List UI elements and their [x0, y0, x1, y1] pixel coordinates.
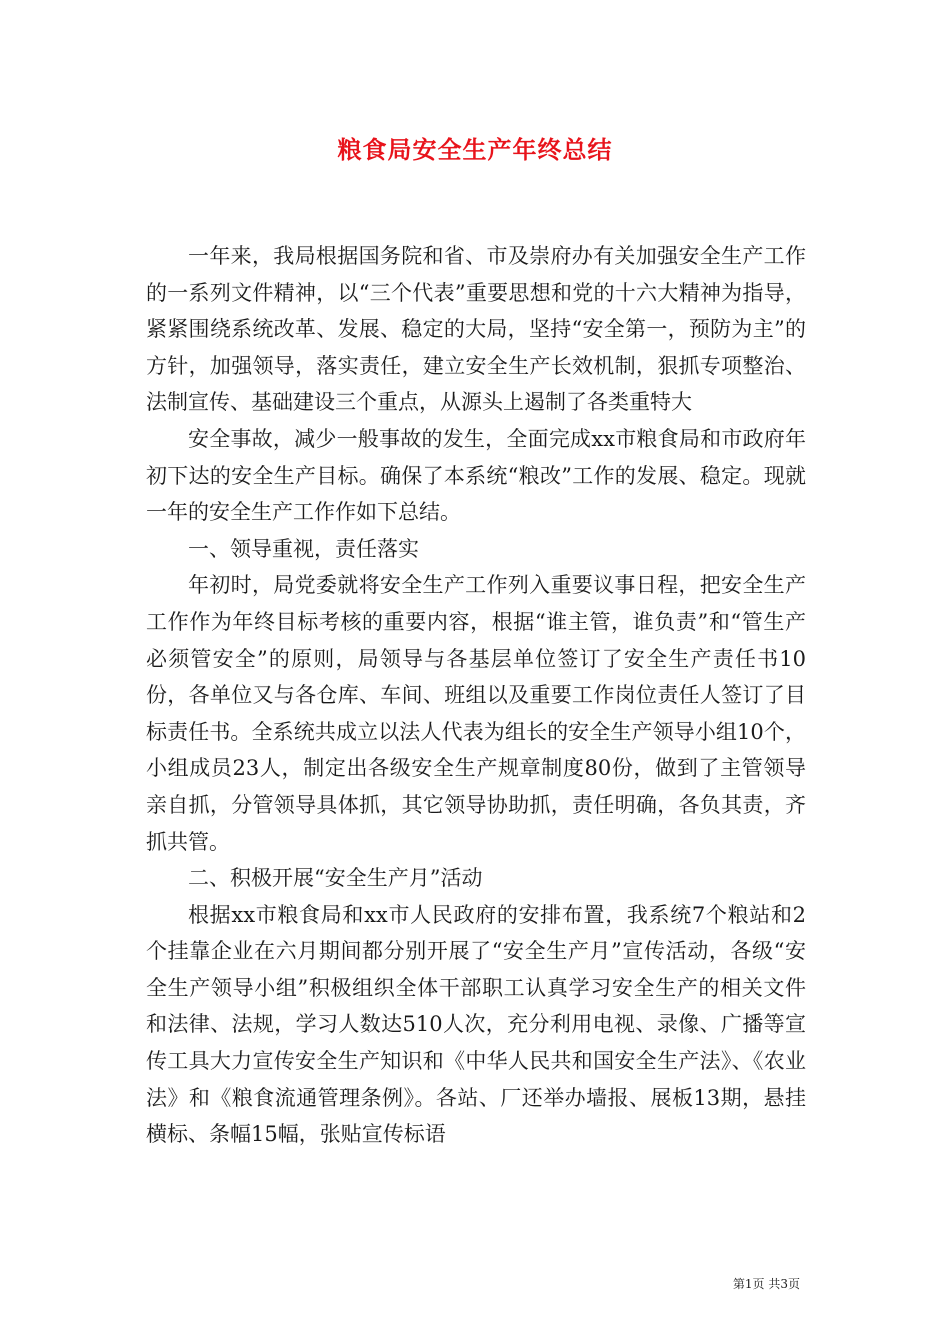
paragraph-intro: 一年来，我局根据国务院和省、市及崇府办有关加强安全生产工作的一系列文件精神，以“三个代表”重要思想和党的十六大精神为指导，紧紧围绕系统改革、发展、稳定的大局，坚持“安全第一，预防为主”的方针，加强领导，落实责任，建立安全生产长效机制，狠抓专项整治、法制宣传、基础建设三个重点，从源头上遏制了各类重特大 — [146, 244, 806, 415]
document-title: 粮食局安全生产年终总结 — [337, 135, 613, 164]
section-heading-2: 二、积极开展“安全生产月”活动 — [188, 866, 483, 891]
document-body — [146, 238, 806, 1153]
paragraph-summary: 安全事故，减少一般事故的发生，全面完成xx市粮食局和市政府年初下达的安全生产目标。确保了本系统“粮改”工作的发展、稳定。现就一年的安全生产工作作如下总结。 — [146, 426, 806, 525]
page-number: 第1页 共3页 — [732, 1277, 800, 1291]
paragraph-section-1: 年初时，局党委就将安全生产工作列入重要议事日程，把安全生产工作作为年终目标考核的重要内容，根据“谁主管，谁负责”和“管生产必须管安全”的原则，局领导与各基层单位签订了安全生产责任书10份，各单位又与各仓库、车间、班组以及重要工作岗位责任人签订了目标责任书。全系统共成立以法人代表为组长的安全生产领导小组10个，小组成员23人，制定出各级安全生产规章制度80份，做到了主管领导亲自抓，分管领导具体抓，其它领导协助抓，责任明确，各负其责，齐抓共管。 — [146, 573, 806, 854]
section-heading-1: 一、领导重视，责任落实 — [188, 536, 419, 561]
paragraph-section-2: 根据xx市粮食局和xx市人民政府的安排布置，我系统7个粮站和2个挂靠企业在六月期间都分别开展了“安全生产月”宣传活动，各级“安全生产领导小组”积极组织全体干部职工认真学习安全生产的相关文件和法律、法规，学习人数达510人次，充分利用电视、录像、广播等宣传工具大力宣传安全生产知识和《中华人民共和国安全生产法》、《农业法》和《粮食流通管理条例》。各站、厂还举办墙报、展板13期，悬挂横标、条幅15幅，张贴宣传标语 — [146, 902, 806, 1147]
